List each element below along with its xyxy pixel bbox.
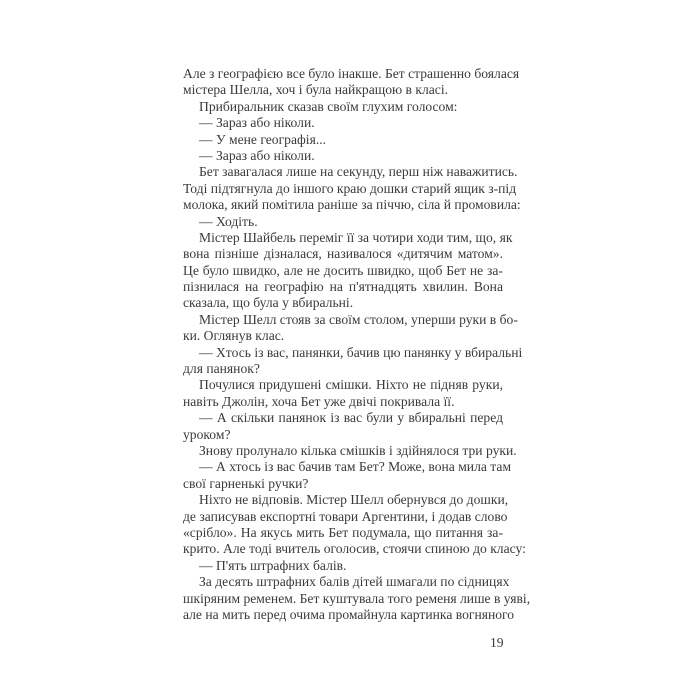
dialogue-line: — А скільки панянок із вас були у вбиральні перед: [199, 410, 503, 426]
text-line: Це було швидко, але не досить швидко, щоб Бет не за-: [183, 262, 503, 278]
dialogue-line: — У мене географія...: [199, 131, 327, 147]
text-line: Ніхто не відповів. Містер Шелл обернувся до дошки,: [199, 492, 509, 508]
dialogue-line: — Хтось із вас, панянки, бачив цю панянку у вбиральні: [199, 344, 523, 360]
text-line: навіть Джолін, хоча Бет уже двічі покривала її.: [183, 393, 455, 409]
text-line: шкіряним ременем. Бет куштувала того ременя лише в уяві,: [183, 590, 531, 606]
text-line: свої гарненькі ручки?: [183, 475, 309, 491]
text-line: молока, який помітила раніше за піччю, сіла й промовила:: [183, 197, 521, 213]
text-line: але на мить перед очима промайнула картинка вогняного: [183, 606, 515, 622]
text-line: пізнилася на географію на п'ятнадцять хвилин. Вона: [183, 279, 503, 295]
text-line: Почулися придушені смішки. Ніхто не підняв руки,: [199, 377, 503, 393]
page-number: 19: [490, 635, 504, 650]
text-line: для панянок?: [183, 361, 260, 377]
text-line: уроком?: [183, 426, 231, 442]
text-line: Бет завагалася лише на секунду, перш ніж наважитись.: [199, 164, 518, 180]
text-line: сказала, що була у вбиральні.: [183, 295, 354, 311]
text-line: Знову пролунало кілька смішків і здійнялося три руки.: [199, 442, 517, 458]
text-line: Тоді підтягнула до іншого краю дошки старий ящик з-під: [183, 180, 517, 196]
text-line: вона пізніше дізналася, називалося «дитячим матом».: [183, 246, 503, 262]
text-line: ки. Оглянув клас.: [183, 328, 285, 344]
text-line: Прибиральник сказав своїм глухим голосом:: [199, 98, 458, 114]
text-line: Але з географією все було інакше. Бет страшенно боялася: [183, 66, 520, 81]
dialogue-line: — Ходіть.: [199, 213, 258, 229]
text-line: де записував експортні товари Аргентини, і додав слово: [183, 508, 508, 524]
text-line: Містер Шелл стояв за своїм столом, уперши руки в бо-: [199, 311, 518, 327]
text-line: «срібло». На якусь мить Бет подумала, що питання за-: [183, 524, 503, 540]
dialogue-line: — Зараз або ніколи.: [199, 115, 315, 131]
dialogue-line: — П'ять штрафних балів.: [199, 557, 347, 573]
text-line: містера Шелла, хоч і була найкращою в класі.: [183, 82, 448, 98]
dialogue-line: — Зараз або ніколи.: [199, 147, 315, 163]
text-line: За десять штрафних балів дітей шмагали по сідницях: [199, 574, 510, 590]
page-text: [183, 66, 531, 623]
text-line: крито. Але тоді вчитель оголосив, стоячи спиною до класу:: [183, 541, 526, 557]
dialogue-line: — А хтось із вас бачив там Бет? Може, вона мила там: [199, 459, 512, 475]
text-line: Містер Шайбель переміг її за чотири ходи тим, що, як: [199, 229, 513, 245]
